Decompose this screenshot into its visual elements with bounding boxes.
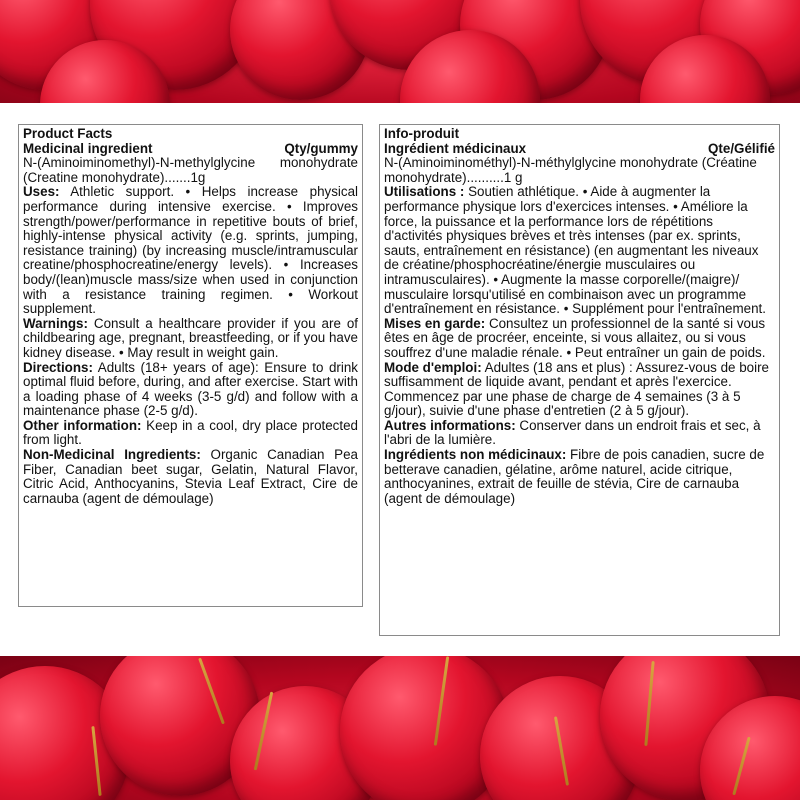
quantity-header: Qty/gummy — [284, 140, 358, 156]
other-information-label: Other information: — [23, 417, 142, 433]
product-facts-panel-french — [379, 124, 780, 636]
ingredient-medicinaux-header: Ingrédient médicinaux — [384, 140, 527, 156]
warnings-label: Warnings: — [23, 315, 88, 331]
non-medicinal-text: Organic Canadian Pea Fiber, Canadian beet sugar, Gelatin, Natural Flavor, Citric Acid, Anthocyanins, Stevia Leaf Extract, Cire de carnauba (agent de démoulage) — [23, 447, 358, 506]
directions-text: Adults (18+ years of age): Ensure to drink optimal fluid before, during, and after exercise. Start with a loading phase of 4 weeks (3-5 g/d) and follow with a maintenance phase (2-5 g/d). — [23, 359, 358, 419]
quantite-header: Qte/Gélifié — [708, 140, 775, 156]
directions-section — [23, 361, 358, 419]
warnings-section — [23, 317, 358, 361]
ingredient-line: N-(Aminoiminomethyl)-N-methylglycine monohydrate (Creatine monohydrate).......1g — [23, 155, 358, 185]
mode-emploi-label: Mode d'emploi: — [384, 359, 482, 375]
mises-en-garde-section — [384, 317, 775, 361]
uses-label: Uses: — [23, 184, 60, 200]
warnings-text: Consult a healthcare provider if you are of childbearing age, pregnant, breastfeeding, or if you have kidney disease. • May result in weight gain. — [23, 315, 358, 360]
medicinal-ingredient-header: Medicinal ingredient — [23, 140, 153, 156]
non-medicinal-label: Non-Medicinal Ingredients: — [23, 447, 201, 463]
top-gummies-banner — [0, 0, 800, 103]
mode-emploi-section — [384, 361, 775, 419]
mises-en-garde-text: Consultez un professionnel de la santé si vous êtes en âge de procréer, enceinte, si vous allaitez, ou si vous souffrez d'une maladie rénale. • Peut entraîner un gain de poids. — [384, 315, 766, 360]
utilisations-label: Utilisations : — [384, 184, 465, 200]
ingredients-non-medicinaux-section — [384, 448, 775, 506]
uses-text: Athletic support. • Helps increase physical performance during intensive exercise. • Improves strength/power/performance in repetitive bouts of brief, highly-intense physical activity (e.g. sprints, jumping, resistance training) (by increasing muscle/intramuscular creatine/phosphocreatine/energy levels). • Increases body/(lean)muscle mass/size when used in conjunction with a resistance training regimen. • Workout supplement. — [23, 184, 358, 317]
autres-informations-section — [384, 419, 775, 448]
mises-en-garde-label: Mises en garde: — [384, 315, 486, 331]
ingredient-line-fr: N-(Aminoiminométhyl)-N-méthylglycine monohydrate (Créatine monohydrate)..........1 g — [384, 155, 757, 185]
utilisations-text: Soutien athlétique. • Aide à augmenter la performance physique lors d'exercices intenses. • Améliore la force, la puissance et la performance lors de répétitions d'activités physiques brèves et très intenses (par ex. sprints, sauts, entraînement en résistance) (en augmentant les niveaux de créatine/phosphocréatine/énergie musculaires ou intramusculaires). • Augmente la masse corporelle/(maigre)/ musculaire lorsqu'utilisé en combinaison avec un programme d'entraînement en résistance. • Supplément pour l'entraînement. — [384, 184, 766, 317]
uses-section — [23, 185, 358, 316]
product-facts-title: Product Facts — [23, 126, 113, 141]
ingredients-non-medicinaux-text: Fibre de pois canadien, sucre de betterave canadien, gélatine, arôme naturel, acide citrique, anthocyanines, extrait de feuille de stévia, Cire de carnauba (agent de démoulage) — [384, 447, 765, 506]
utilisations-section — [384, 185, 775, 316]
other-information-section — [23, 419, 358, 448]
non-medicinal-section — [23, 448, 358, 506]
ingredients-non-medicinaux-label: Ingrédients non médicinaux: — [384, 447, 567, 463]
autres-informations-text: Conserver dans un endroit frais et sec, à l'abri de la lumière. — [384, 417, 761, 448]
medicinal-header-row — [23, 142, 358, 157]
product-facts-panel-english — [18, 124, 363, 607]
directions-label: Directions: — [23, 359, 93, 375]
ingredient-medicinaux-header-row — [384, 142, 775, 157]
bottom-gummies-banner — [0, 656, 800, 800]
mode-emploi-text: Adultes (18 ans et plus) : Assurez-vous de boire suffisamment de liquide avant, pendant et après l'exercice. Commencez par une phase de charge de 4 semaines (3 à 5 g/jour), suivie d'une phase d'entretien (2 à 5 g/jour). — [384, 359, 769, 419]
info-produit-title: Info-produit — [384, 126, 460, 141]
other-information-text: Keep in a cool, dry place protected from light. — [23, 417, 358, 448]
autres-informations-label: Autres informations: — [384, 417, 516, 433]
